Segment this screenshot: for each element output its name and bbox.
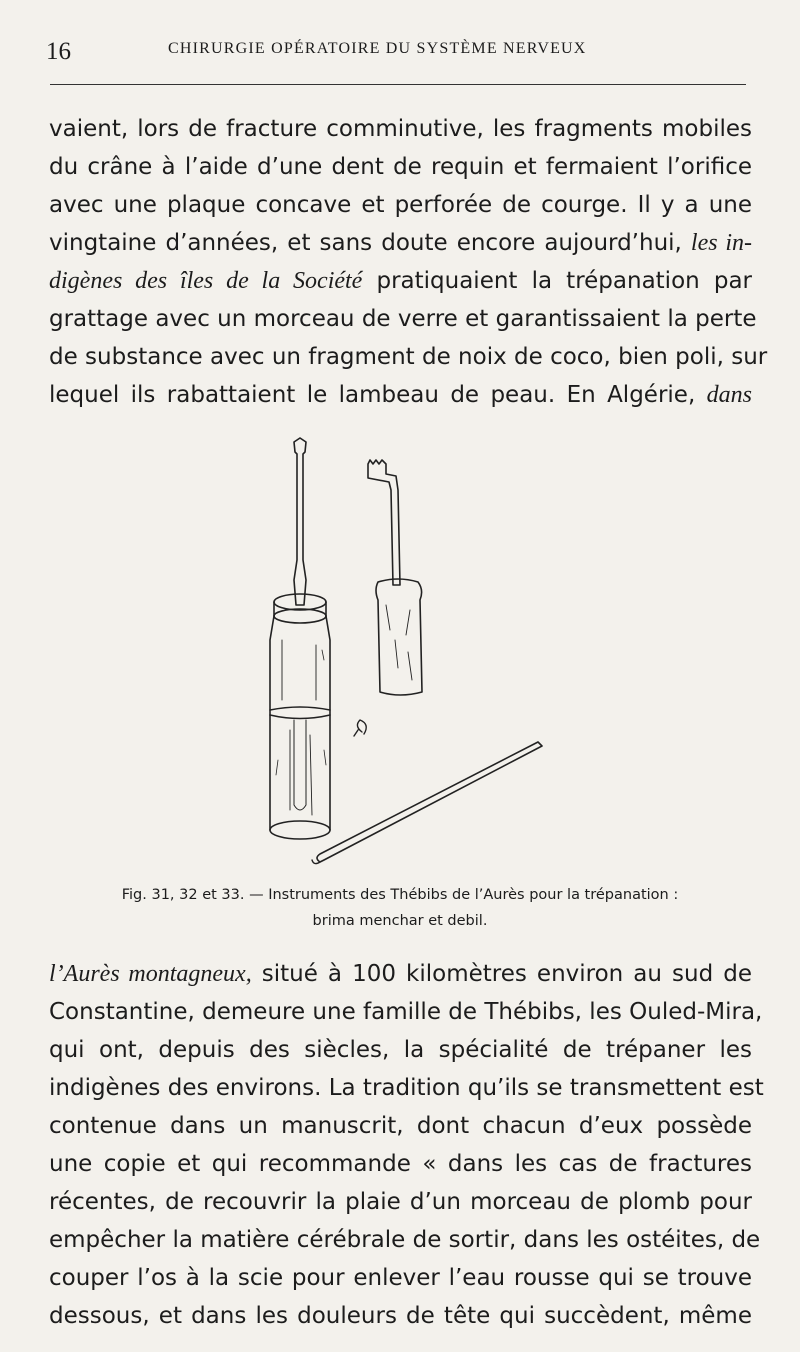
text-line: couper l’os à la scie pour enlever l’eau rousse qui se trouve: [49, 1265, 752, 1291]
text-line: digènes des îles de la Société pratiquaient la trépanation par: [49, 268, 752, 294]
text-line: l’Aurès montagneux, situé à 100 kilomètres environ au sud de: [49, 961, 752, 987]
text-line: qui ont, depuis des siècles, la spécialité de trépaner les: [49, 1037, 752, 1063]
figure-caption: [50, 882, 750, 934]
caption-line: brima menchar et debil.: [312, 913, 488, 929]
debil-instrument: [312, 742, 542, 864]
italic-phrase: digènes des îles de la Société: [49, 268, 363, 294]
header-rule: [50, 84, 746, 85]
figure-illustration: [250, 430, 550, 870]
menchar-instrument: [368, 460, 422, 695]
italic-phrase: dans: [706, 382, 752, 408]
text-line: grattage avec un morceau de verre et garantissaient la perte: [49, 306, 757, 332]
text-line: une copie et qui recommande « dans les cas de fractures: [49, 1151, 752, 1177]
text-line: indigènes des environs. La tradition qu’ils se transmettent est: [49, 1075, 764, 1101]
text-line: contenue dans un manuscrit, dont chacun d’eux possède: [49, 1113, 752, 1139]
text-line: récentes, de recouvrir la plaie d’un morceau de plomb pour: [49, 1189, 752, 1215]
brima-instrument: [270, 438, 330, 839]
page-number: 16: [46, 38, 71, 65]
italic-phrase: les in-: [690, 230, 752, 256]
text-line: Constantine, demeure une famille de Thébibs, les Ouled-Mira,: [49, 999, 763, 1025]
text-line: lequel ils rabattaient le lambeau de peau. En Algérie, dans: [49, 382, 752, 408]
italic-phrase: l’Aurès montagneux,: [49, 961, 252, 987]
text-line: empêcher la matière cérébrale de sortir, dans les ostéites, de: [49, 1227, 761, 1253]
text-line: du crâne à l’aide d’une dent de requin et fermaient l’orifice: [49, 154, 752, 180]
running-head: CHIRURGIE OPÉRATOIRE DU SYSTÈME NERVEUX: [168, 40, 587, 57]
text-line: de substance avec un fragment de noix de coco, bien poli, sur: [49, 344, 768, 370]
text-line: avec une plaque concave et perforée de courge. Il y a une: [49, 192, 752, 218]
text-line: dessous, et dans les douleurs de tête qui succèdent, même: [49, 1303, 752, 1329]
hook-detail: [354, 720, 366, 736]
text-line: vaient, lors de fracture comminutive, les fragments mobiles: [49, 116, 752, 142]
text-line: vingtaine d’années, et sans doute encore aujourd’hui, les in-: [49, 230, 752, 256]
caption-line: Fig. 31, 32 et 33. — Instruments des Thébibs de l’Aurès pour la trépanation :: [121, 887, 679, 903]
